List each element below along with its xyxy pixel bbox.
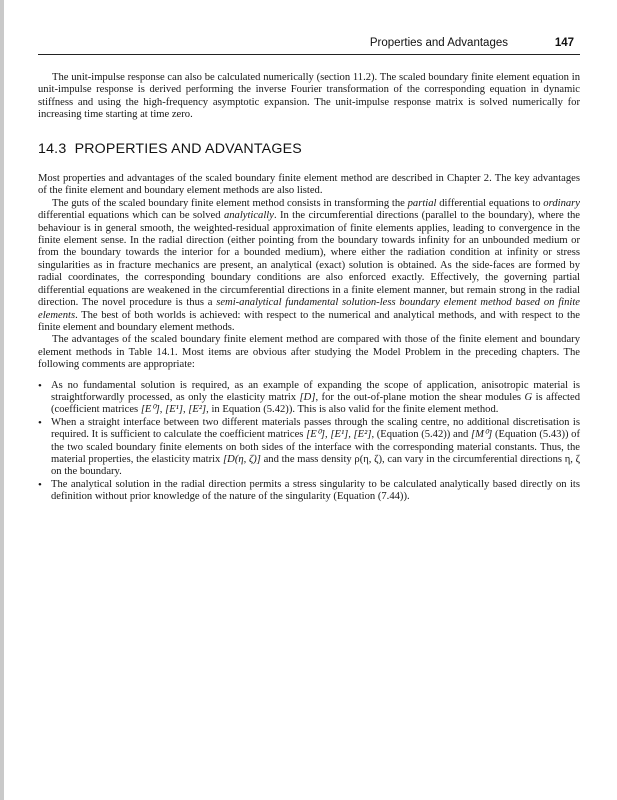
page-header <box>38 36 580 55</box>
paragraph-3: The advantages of the scaled boundary finite element method are compared with those of the finite element and boundary element methods in Table 14.1. Most items are obvious after studying the Model Problem in the preceding chapters. The following comments are appropriate: <box>38 334 580 371</box>
page-edge-shadow <box>0 0 4 800</box>
emphasis-method-name: semi-analytical fundamental solution-less boundary element method based on finite elements <box>38 297 580 321</box>
section-number: 14.3 <box>38 140 67 157</box>
intro-paragraph: The unit-impulse response can also be calculated numerically (section 11.2). The scaled boundary finite element equation in unit-impulse response is derived performing the inverse Fourier transformation of the corresponding equation in dynamic stiffness and using the high-frequency asymptotic expansion. The unit-impulse response matrix is solved numerically for increasing time starting at time zero. <box>38 72 580 121</box>
page-body <box>38 72 580 504</box>
paragraph-2: The guts of the scaled boundary finite element method consists in transforming the partial differential equations to ordinary differential equations which can be solved analytically. In the circumferential directions (parallel to the boundary), where the behaviour is in general smooth, the weighted-residual approximation of finite elements applies, leading to convergence in the finite element sense. In the radial direction (either pointing from the boundary towards infinity for an unbounded medium or from the boundary towards the interior for a bounded medium), where either the radiation condition at infinity or stress singularities as in fracture mechanics are present, an analytical (exact) solution is obtained. As the side-faces are formed by radial coordinates, the corresponding boundary conditions are also enforced exactly. Effectively, the governing partial differential equations are weakened in the circumferential directions in a finite element manner, but remain strong in the radial direction. The novel procedure is thus a semi-analytical fundamental solution-less boundary element method based on finite elements. The best of both worlds is achieved: with respect to the numerical and analytical methods, and with respect to the finite element and boundary element methods. <box>38 197 581 333</box>
bullet-icon: • <box>38 379 42 392</box>
list-item: • When a straight interface between two different materials passes through the scaling centre, no additional discretisation is required. It is sufficient to calculate the coefficient matrices [E⁰], [E¹], [E²], (Equation (5.42)) and [M⁰] (Equation (5.43)) of the two scaled boundary finite elements on both sides of the interface with the corresponding material constants. Thus, the material properties, the elasticity matrix [D(η, ζ)] and the mass density ρ(η, ζ), can vary in the circumferential directions η, ζ on the boundary. <box>38 416 580 478</box>
comment-list <box>38 380 580 504</box>
list-item: • The analytical solution in the radial direction permits a stress singularity to be calculated analytically based directly on its definition without prior knowledge of the nature of the singularity (Equation (7.44)). <box>38 478 580 503</box>
bullet-icon: • <box>38 416 42 429</box>
section-title: PROPERTIES AND ADVANTAGES <box>74 140 302 157</box>
section-heading <box>38 140 580 157</box>
page-number: 147 <box>554 37 574 49</box>
running-head: Properties and Advantages <box>369 37 508 49</box>
emphasis-partial: partial <box>407 197 437 209</box>
emphasis-ordinary: ordinary <box>543 197 580 209</box>
paragraph-1: Most properties and advantages of the scaled boundary finite element method are described in Chapter 2. The key advantages of the finite element and boundary element methods are also listed. <box>38 173 580 197</box>
emphasis-analytically: analytically <box>223 210 274 222</box>
bullet-icon: • <box>38 478 42 491</box>
list-item: • As no fundamental solution is required, as an example of expanding the scope of application, anisotropic material is straightforwardly processed, as only the elasticity matrix [D], for the out-of-plane motion the shear modules G is affected (coefficient matrices [E⁰], [E¹], [E²], in Equation (5.42)). This is also valid for the finite element method. <box>38 379 580 416</box>
